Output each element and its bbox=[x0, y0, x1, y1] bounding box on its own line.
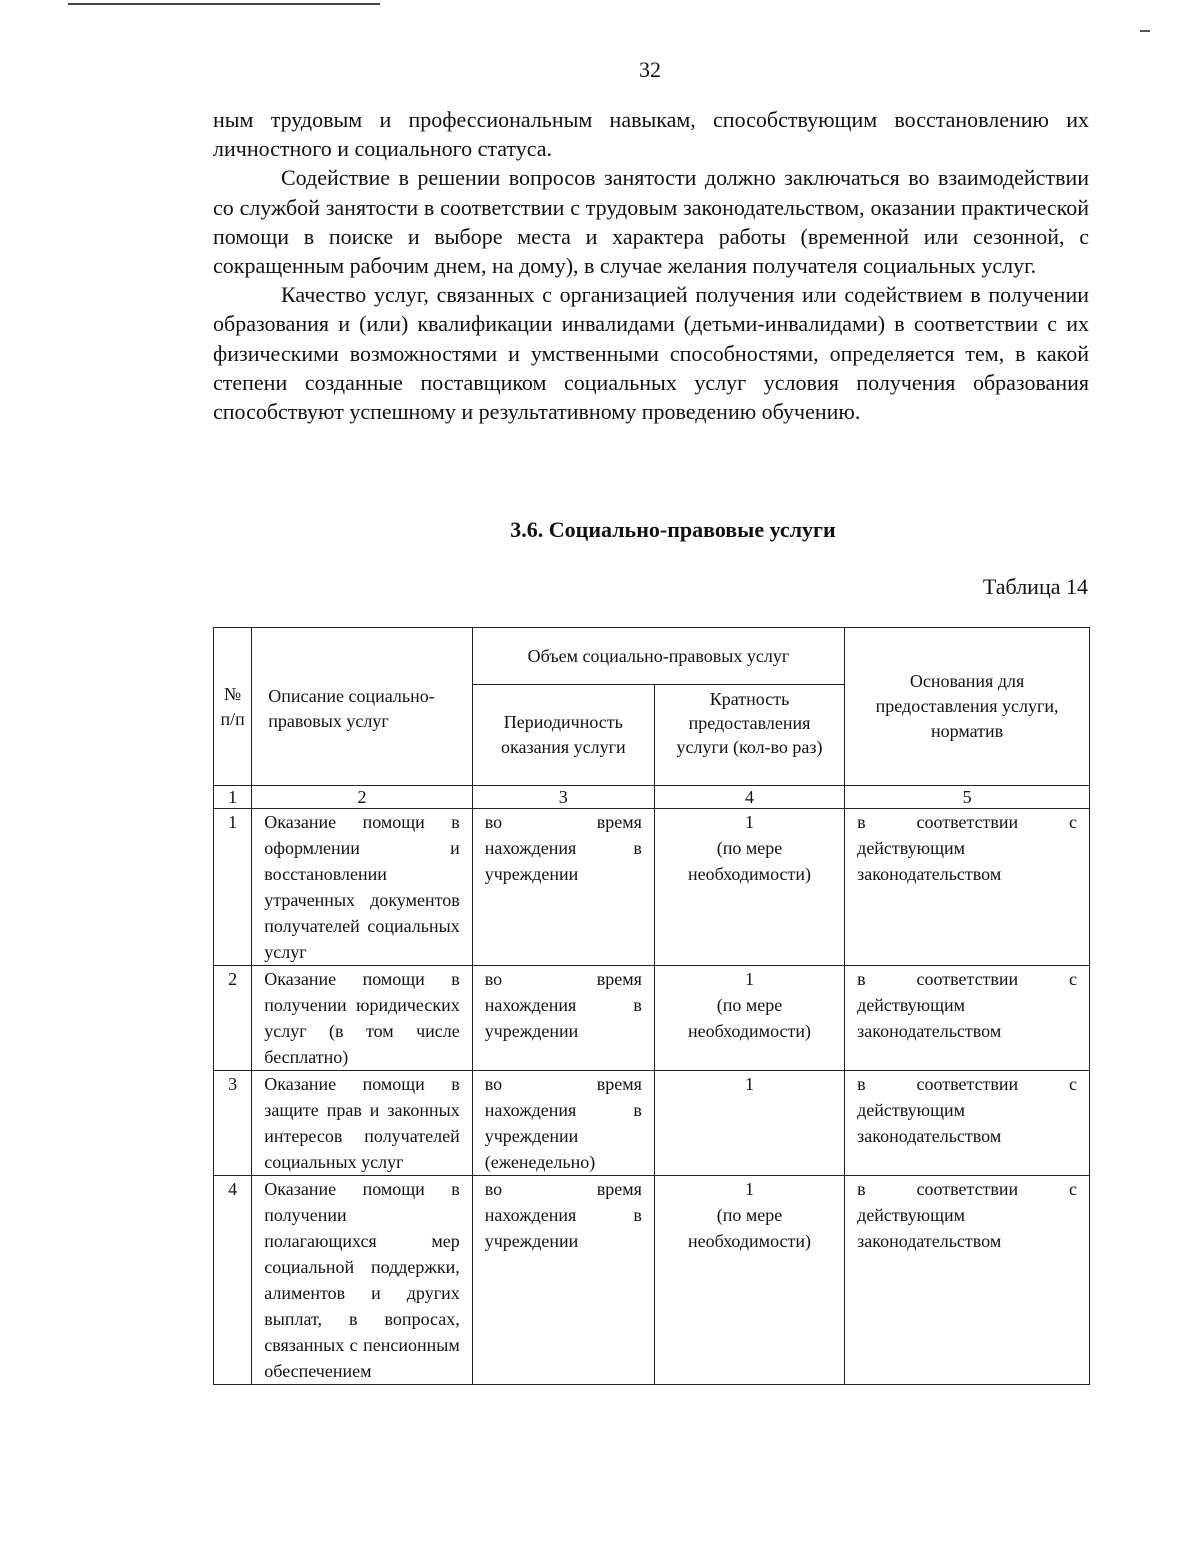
col-number: 4 bbox=[654, 786, 844, 809]
row-num: 1 bbox=[214, 809, 252, 966]
frequency-note: (по мере необходимости) bbox=[688, 838, 812, 884]
row-frequency bbox=[654, 1071, 844, 1176]
table-label: Таблица 14 bbox=[982, 574, 1088, 599]
row-basis: в соответствии с действующим законодательством bbox=[845, 1071, 1090, 1176]
col-number: 1 bbox=[214, 786, 252, 809]
row-frequency bbox=[654, 966, 844, 1071]
frequency-note: (по мере необходимости) bbox=[688, 995, 812, 1041]
row-frequency bbox=[654, 809, 844, 966]
header-periodicity: Периодичность оказания услуги bbox=[472, 685, 654, 786]
row-num: 4 bbox=[214, 1176, 252, 1385]
row-num: 2 bbox=[214, 966, 252, 1071]
frequency-value: 1 bbox=[745, 1074, 755, 1094]
top-rule bbox=[68, 3, 380, 5]
row-num: 3 bbox=[214, 1071, 252, 1176]
table-row bbox=[214, 966, 1090, 1071]
col-number: 2 bbox=[252, 786, 472, 809]
row-periodicity: во время нахождения в учреждении bbox=[472, 966, 654, 1071]
row-description: Оказание помощи в получении юридических услуг (в том числе бесплатно) bbox=[252, 966, 472, 1071]
header-num: № п/п bbox=[214, 628, 252, 786]
row-basis: в соответствии с действующим законодательством bbox=[845, 966, 1090, 1071]
row-periodicity: во время нахождения в учреждении (еженедельно) bbox=[472, 1071, 654, 1176]
header-row-1 bbox=[214, 628, 1090, 685]
header-volume-group: Объем социально-правовых услуг bbox=[472, 628, 844, 685]
corner-mark bbox=[1140, 30, 1150, 32]
row-basis: в соответствии с действующим законодательством bbox=[845, 1176, 1090, 1385]
paragraph-1: ным трудовым и профессиональным навыкам, способствующим восстановлению их личностного и социального статуса. bbox=[213, 107, 1089, 162]
table-row bbox=[214, 809, 1090, 966]
row-description: Оказание помощи в защите прав и законных интересов получателей социальных услуг bbox=[252, 1071, 472, 1176]
header-description: Описание социально-правовых услуг bbox=[252, 628, 472, 786]
column-number-row bbox=[214, 786, 1090, 809]
col-number: 3 bbox=[472, 786, 654, 809]
row-periodicity: во время нахождения в учреждении bbox=[472, 809, 654, 966]
frequency-value: 1 bbox=[745, 969, 755, 989]
header-basis: Основания для предоставления услуги, норматив bbox=[845, 628, 1090, 786]
section-heading: 3.6. Социально-правовые услуги bbox=[510, 517, 836, 542]
row-description: Оказание помощи в оформлении и восстановлении утраченных документов получателей социальных услуг bbox=[252, 809, 472, 966]
frequency-value: 1 bbox=[745, 1179, 755, 1199]
table-row bbox=[214, 1176, 1090, 1385]
paragraph-3: Качество услуг, связанных с организацией получения или содействием в получении образования и (или) квалификации инвалидами (детьми-инвалидами) в соответствии с их физическими возможностями и умственными способностями, определяется тем, в какой степени созданные поставщиком социальных услуг условия получения образования способствуют успешному и результативному проведению обучению. bbox=[213, 282, 1089, 425]
table-row bbox=[214, 1071, 1090, 1176]
row-description: Оказание помощи в получении полагающихся мер социальной поддержки, алиментов и других выплат, в вопросах, связанных с пенсионным обеспечением bbox=[252, 1176, 472, 1385]
body-text bbox=[213, 105, 1089, 426]
header-frequency: Кратность предоставления услуги (кол-во раз) bbox=[654, 685, 844, 786]
frequency-value: 1 bbox=[745, 812, 755, 832]
services-table bbox=[213, 627, 1090, 1385]
row-periodicity: во время нахождения в учреждении bbox=[472, 1176, 654, 1385]
row-frequency bbox=[654, 1176, 844, 1385]
page-number: 32 bbox=[639, 57, 661, 82]
frequency-note: (по мере необходимости) bbox=[688, 1205, 812, 1251]
col-number: 5 bbox=[845, 786, 1090, 809]
paragraph-2: Содействие в решении вопросов занятости должно заключаться во взаимодействии со службой занятости в соответствии с трудовым законодательством, оказании практической помощи в поиске и выборе места и характера работы (временной или сезонной, с сокращенным рабочим днем, на дому), в случае желания получателя социальных услуг. bbox=[213, 165, 1089, 279]
row-basis: в соответствии с действующим законодательством bbox=[845, 809, 1090, 966]
